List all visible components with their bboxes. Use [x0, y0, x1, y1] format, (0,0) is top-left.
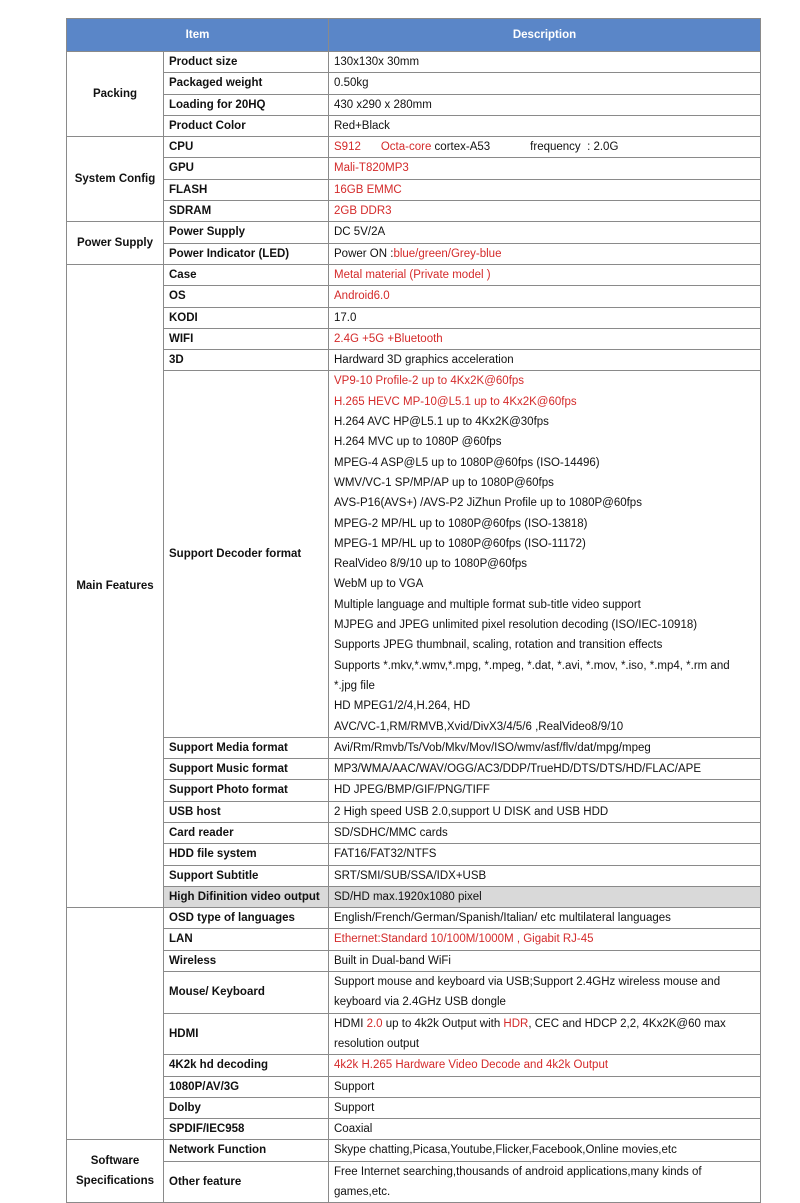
desc-line	[334, 1140, 755, 1160]
item-power-supply: Power Supply	[164, 222, 329, 243]
desc-line	[334, 453, 755, 473]
desc-text: English/French/German/Spanish/Italian/ etc multilateral languages	[334, 912, 671, 925]
desc-text: blue/green/Grey-blue	[393, 247, 502, 260]
table-row	[67, 950, 761, 971]
desc-packaged-weight	[329, 73, 761, 94]
item-packaged-weight: Packaged weight	[164, 73, 329, 94]
table-row	[67, 1119, 761, 1140]
desc-text: RealVideo 8/9/10 up to 1080P@60fps	[334, 558, 528, 571]
item-spdif-iec958: SPDIF/IEC958	[164, 1119, 329, 1140]
desc-text: HDMI	[334, 1017, 367, 1030]
desc-text: SD/SDHC/MMC cards	[334, 826, 448, 839]
table-row	[67, 886, 761, 907]
table-row	[67, 94, 761, 115]
desc-line	[334, 717, 755, 737]
desc-text: Free Internet searching,thousands of android applications,many kinds of	[334, 1165, 702, 1178]
desc-line	[334, 823, 755, 843]
desc-text: Metal material (Private model )	[334, 268, 491, 281]
desc-os	[329, 286, 761, 307]
desc-line	[334, 1014, 755, 1034]
desc-line	[334, 265, 755, 285]
item-cpu: CPU	[164, 137, 329, 158]
desc-hdd-file-system	[329, 844, 761, 865]
desc-text: MP3/WMA/AAC/WAV/OGG/AC3/DDP/TrueHD/DTS/DTS/HD/FLAC/APE	[334, 763, 701, 776]
desc-line	[334, 222, 755, 242]
item-support-photo-format: Support Photo format	[164, 780, 329, 801]
desc-text: 0.50kg	[334, 77, 369, 90]
item-hdmi: HDMI	[164, 1013, 329, 1055]
desc-line	[334, 972, 755, 992]
desc-text: H.264 MVC up to 1080P @60fps	[334, 436, 502, 449]
desc-text: Skype chatting,Picasa,Youtube,Flicker,Facebook,Online movies,etc	[334, 1144, 677, 1157]
item-card-reader: Card reader	[164, 822, 329, 843]
table-row	[67, 115, 761, 136]
desc-line	[334, 329, 755, 349]
desc-text: H.264 AVC HP@L5.1 up to 4Kx2K@30fps	[334, 416, 549, 429]
desc-power-indicator-led	[329, 243, 761, 264]
table-row	[67, 822, 761, 843]
desc-line	[334, 1055, 755, 1075]
desc-support-media-format	[329, 737, 761, 758]
desc-line	[334, 844, 755, 864]
item-mouse-keyboard: Mouse/ Keyboard	[164, 972, 329, 1014]
table-row	[67, 908, 761, 929]
desc-line	[334, 635, 755, 655]
table-row	[67, 801, 761, 822]
desc-1080p-av-3g	[329, 1076, 761, 1097]
desc-text: 2 High speed USB 2.0,support U DISK and USB HDD	[334, 805, 609, 818]
desc-sdram	[329, 201, 761, 222]
desc-line	[334, 574, 755, 594]
desc-line	[334, 696, 755, 716]
desc-line	[334, 1182, 755, 1202]
desc-product-size	[329, 52, 761, 73]
desc-line	[334, 802, 755, 822]
desc-line	[334, 615, 755, 635]
desc-wifi	[329, 328, 761, 349]
table-row	[67, 865, 761, 886]
table-row	[67, 52, 761, 73]
desc-text: Power ON :	[334, 247, 394, 260]
desc-line	[334, 595, 755, 615]
item-gpu: GPU	[164, 158, 329, 179]
table-row	[67, 73, 761, 94]
desc-text: 17.0	[334, 311, 357, 324]
category-software-specifications: Software Specifications	[67, 1140, 164, 1203]
desc-line	[334, 95, 755, 115]
desc-line	[334, 676, 755, 696]
desc-line	[334, 951, 755, 971]
desc-text: 4k2k H.265 Hardware Video Decode and 4k2k Output	[334, 1059, 609, 1072]
desc-flash	[329, 179, 761, 200]
desc-product-color	[329, 115, 761, 136]
category-packing: Packing	[67, 52, 164, 137]
table-row	[67, 1013, 761, 1055]
table-row	[67, 780, 761, 801]
desc-line	[334, 371, 755, 391]
desc-text: AVC/VC-1,RM/RMVB,Xvid/DivX3/4/5/6 ,RealVideo8/9/10	[334, 720, 624, 733]
table-row	[67, 179, 761, 200]
item-lan: LAN	[164, 929, 329, 950]
desc-osd-type-of-languages	[329, 908, 761, 929]
desc-line	[334, 908, 755, 928]
desc-text: MPEG-2 MP/HL up to 1080P@60fps (ISO-13818)	[334, 517, 588, 530]
desc-loading-for-20hq	[329, 94, 761, 115]
table-row	[67, 844, 761, 865]
desc-text: WebM up to VGA	[334, 578, 424, 591]
desc-text: frequency : 2.0G	[530, 141, 619, 154]
item-wifi: WIFI	[164, 328, 329, 349]
item-os: OS	[164, 286, 329, 307]
desc-line	[334, 392, 755, 412]
desc-text: Multiple language and multiple format sub-title video support	[334, 598, 641, 611]
header-item: Item	[67, 19, 329, 52]
desc-text: AVS-P16(AVS+) /AVS-P2 JiZhun Profile up to 1080P@60fps	[334, 497, 642, 510]
table-row	[67, 929, 761, 950]
desc-text: FAT16/FAT32/NTFS	[334, 848, 437, 861]
desc-line	[334, 1162, 755, 1182]
desc-text: MPEG-4 ASP@L5 up to 1080P@60fps (ISO-14496)	[334, 456, 600, 469]
desc-mouse-keyboard	[329, 972, 761, 1014]
table-row	[67, 1140, 761, 1161]
item-case: Case	[164, 264, 329, 285]
item-sdram: SDRAM	[164, 201, 329, 222]
item-4k2k-hd-decoding: 4K2k hd decoding	[164, 1055, 329, 1076]
desc-text: HD JPEG/BMP/GIF/PNG/TIFF	[334, 784, 490, 797]
desc-power-supply	[329, 222, 761, 243]
desc-text: 2GB DDR3	[334, 205, 392, 218]
table-row	[67, 350, 761, 371]
desc-line	[334, 116, 755, 136]
desc-wireless	[329, 950, 761, 971]
table-row	[67, 759, 761, 780]
desc-text: Built in Dual-band WiFi	[334, 954, 451, 967]
item-dolby: Dolby	[164, 1097, 329, 1118]
table-row	[67, 243, 761, 264]
table-row	[67, 307, 761, 328]
desc-line	[334, 137, 755, 157]
table-row	[67, 1076, 761, 1097]
item-osd-type-of-languages: OSD type of languages	[164, 908, 329, 929]
table-row	[67, 158, 761, 179]
category-system-config: System Config	[67, 137, 164, 222]
desc-high-difinition-video-output	[329, 886, 761, 907]
desc-line	[334, 929, 755, 949]
desc-text: HD MPEG1/2/4,H.264, HD	[334, 700, 471, 713]
desc-text: Red+Black	[334, 119, 390, 132]
desc-cpu	[329, 137, 761, 158]
desc-text: Hardward 3D graphics acceleration	[334, 354, 514, 367]
item-product-size: Product size	[164, 52, 329, 73]
spec-table	[66, 18, 761, 1203]
desc-line	[334, 1034, 755, 1054]
desc-line	[334, 1098, 755, 1118]
desc-text: Coaxial	[334, 1123, 373, 1136]
item-hdd-file-system: HDD file system	[164, 844, 329, 865]
table-header-row	[67, 19, 761, 52]
desc-text: VP9-10 Profile-2 up to 4Kx2K@60fps	[334, 375, 525, 388]
desc-text: WMV/VC-1 SP/MP/AP up to 1080P@60fps	[334, 476, 554, 489]
spec-body	[67, 52, 761, 1203]
desc-other-feature	[329, 1161, 761, 1203]
desc-line	[334, 759, 755, 779]
table-row	[67, 1055, 761, 1076]
desc-line	[334, 473, 755, 493]
desc-text: 430 x290 x 280mm	[334, 98, 432, 111]
item-power-indicator-led: Power Indicator (LED)	[164, 243, 329, 264]
desc-text: Avi/Rm/Rmvb/Ts/Vob/Mkv/Mov/ISO/wmv/asf/flv/dat/mpg/mpeg	[334, 741, 651, 754]
desc-line	[334, 1119, 755, 1139]
item-support-subtitle: Support Subtitle	[164, 865, 329, 886]
table-row	[67, 1097, 761, 1118]
desc-support-music-format	[329, 759, 761, 780]
desc-text: HDR	[503, 1017, 529, 1030]
table-row	[67, 737, 761, 758]
category-blank	[67, 908, 164, 1140]
desc-line	[334, 412, 755, 432]
item-loading-for-20hq: Loading for 20HQ	[164, 94, 329, 115]
item-support-decoder-format: Support Decoder format	[164, 371, 329, 737]
desc-case	[329, 264, 761, 285]
desc-hdmi	[329, 1013, 761, 1055]
desc-text: Supports JPEG thumbnail, scaling, rotation and transition effects	[334, 639, 663, 652]
item-support-music-format: Support Music format	[164, 759, 329, 780]
table-row	[67, 328, 761, 349]
desc-text: Mali-T820MP3	[334, 162, 409, 175]
desc-text: up to 4k2k Output with	[382, 1017, 504, 1030]
desc-line	[334, 180, 755, 200]
header-description: Description	[329, 19, 761, 52]
desc-line	[334, 350, 755, 370]
desc-network-function	[329, 1140, 761, 1161]
desc-line	[334, 493, 755, 513]
desc-line	[334, 158, 755, 178]
item-kodi: KODI	[164, 307, 329, 328]
desc-line	[334, 514, 755, 534]
desc-spdif-iec958	[329, 1119, 761, 1140]
table-row	[67, 264, 761, 285]
desc-line	[334, 554, 755, 574]
desc-card-reader	[329, 822, 761, 843]
table-row	[67, 137, 761, 158]
table-row	[67, 1161, 761, 1203]
item-support-media-format: Support Media format	[164, 737, 329, 758]
desc-text: 2.0	[366, 1017, 383, 1030]
desc-line	[334, 286, 755, 306]
table-row	[67, 972, 761, 1014]
desc-usb-host	[329, 801, 761, 822]
desc-text: MPEG-1 MP/HL up to 1080P@60fps (ISO-11172)	[334, 537, 586, 550]
desc-line	[334, 992, 755, 1012]
desc-line	[334, 1077, 755, 1097]
table-row	[67, 201, 761, 222]
desc-text: Android6.0	[334, 290, 390, 303]
desc-text: H.265 HEVC MP-10@L5.1 up to 4Kx2K@60fps	[334, 395, 577, 408]
table-row	[67, 286, 761, 307]
desc-text: Support mouse and keyboard via USB;Support 2.4GHz wireless mouse and	[334, 976, 721, 989]
desc-line	[334, 201, 755, 221]
desc-text: cortex-A53	[431, 141, 491, 154]
item-flash: FLASH	[164, 179, 329, 200]
desc-kodi	[329, 307, 761, 328]
desc-support-photo-format	[329, 780, 761, 801]
desc-support-subtitle	[329, 865, 761, 886]
item-1080p-av-3g: 1080P/AV/3G	[164, 1076, 329, 1097]
desc-text: *.jpg file	[334, 679, 375, 692]
desc-text: Support	[334, 1101, 375, 1114]
table-row	[67, 371, 761, 737]
desc-4k2k-hd-decoding	[329, 1055, 761, 1076]
category-main-features: Main Features	[67, 264, 164, 907]
item-3d: 3D	[164, 350, 329, 371]
desc-text: SD/HD max.1920x1080 pixel	[334, 890, 482, 903]
item-product-color: Product Color	[164, 115, 329, 136]
desc-lan	[329, 929, 761, 950]
desc-text: Octa-core	[380, 141, 432, 154]
desc-line	[334, 73, 755, 93]
item-wireless: Wireless	[164, 950, 329, 971]
table-row	[67, 222, 761, 243]
desc-gpu	[329, 158, 761, 179]
desc-dolby	[329, 1097, 761, 1118]
item-high-difinition-video-output: High Difinition video output	[164, 886, 329, 907]
desc-line	[334, 738, 755, 758]
item-other-feature: Other feature	[164, 1161, 329, 1203]
item-usb-host: USB host	[164, 801, 329, 822]
desc-text: 130x130x 30mm	[334, 56, 420, 68]
desc-text: S912	[334, 141, 361, 154]
desc-text: resolution output	[334, 1037, 420, 1050]
desc-line	[334, 887, 755, 907]
desc-line	[334, 534, 755, 554]
desc-text: SRT/SMI/SUB/SSA/IDX+USB	[334, 869, 487, 882]
desc-support-decoder-format	[329, 371, 761, 737]
desc-text: Support	[334, 1080, 375, 1093]
desc-text: games,etc.	[334, 1186, 391, 1199]
desc-text: Ethernet:Standard 10/100M/1000M , Gigabit RJ-45	[334, 933, 594, 946]
desc-line	[334, 244, 755, 264]
desc-line	[334, 656, 755, 676]
desc-text: MJPEG and JPEG unlimited pixel resolution decoding (ISO/IEC-10918)	[334, 619, 698, 632]
desc-line	[334, 308, 755, 328]
desc-text: , CEC and HDCP 2,2, 4Kx2K@60 max	[528, 1017, 726, 1030]
desc-text: 16GB EMMC	[334, 183, 402, 196]
desc-text: 2.4G +5G +Bluetooth	[334, 332, 443, 345]
category-power-supply: Power Supply	[67, 222, 164, 265]
desc-line	[334, 432, 755, 452]
desc-text: Supports *.mkv,*.wmv,*.mpg, *.mpeg, *.dat, *.avi, *.mov, *.iso, *.mp4, *.rm and	[334, 659, 730, 672]
desc-3d	[329, 350, 761, 371]
item-network-function: Network Function	[164, 1140, 329, 1161]
desc-line	[334, 52, 755, 72]
desc-text: keyboard via 2.4GHz USB dongle	[334, 996, 506, 1009]
desc-line	[334, 780, 755, 800]
desc-line	[334, 866, 755, 886]
desc-text: DC 5V/2A	[334, 226, 386, 239]
